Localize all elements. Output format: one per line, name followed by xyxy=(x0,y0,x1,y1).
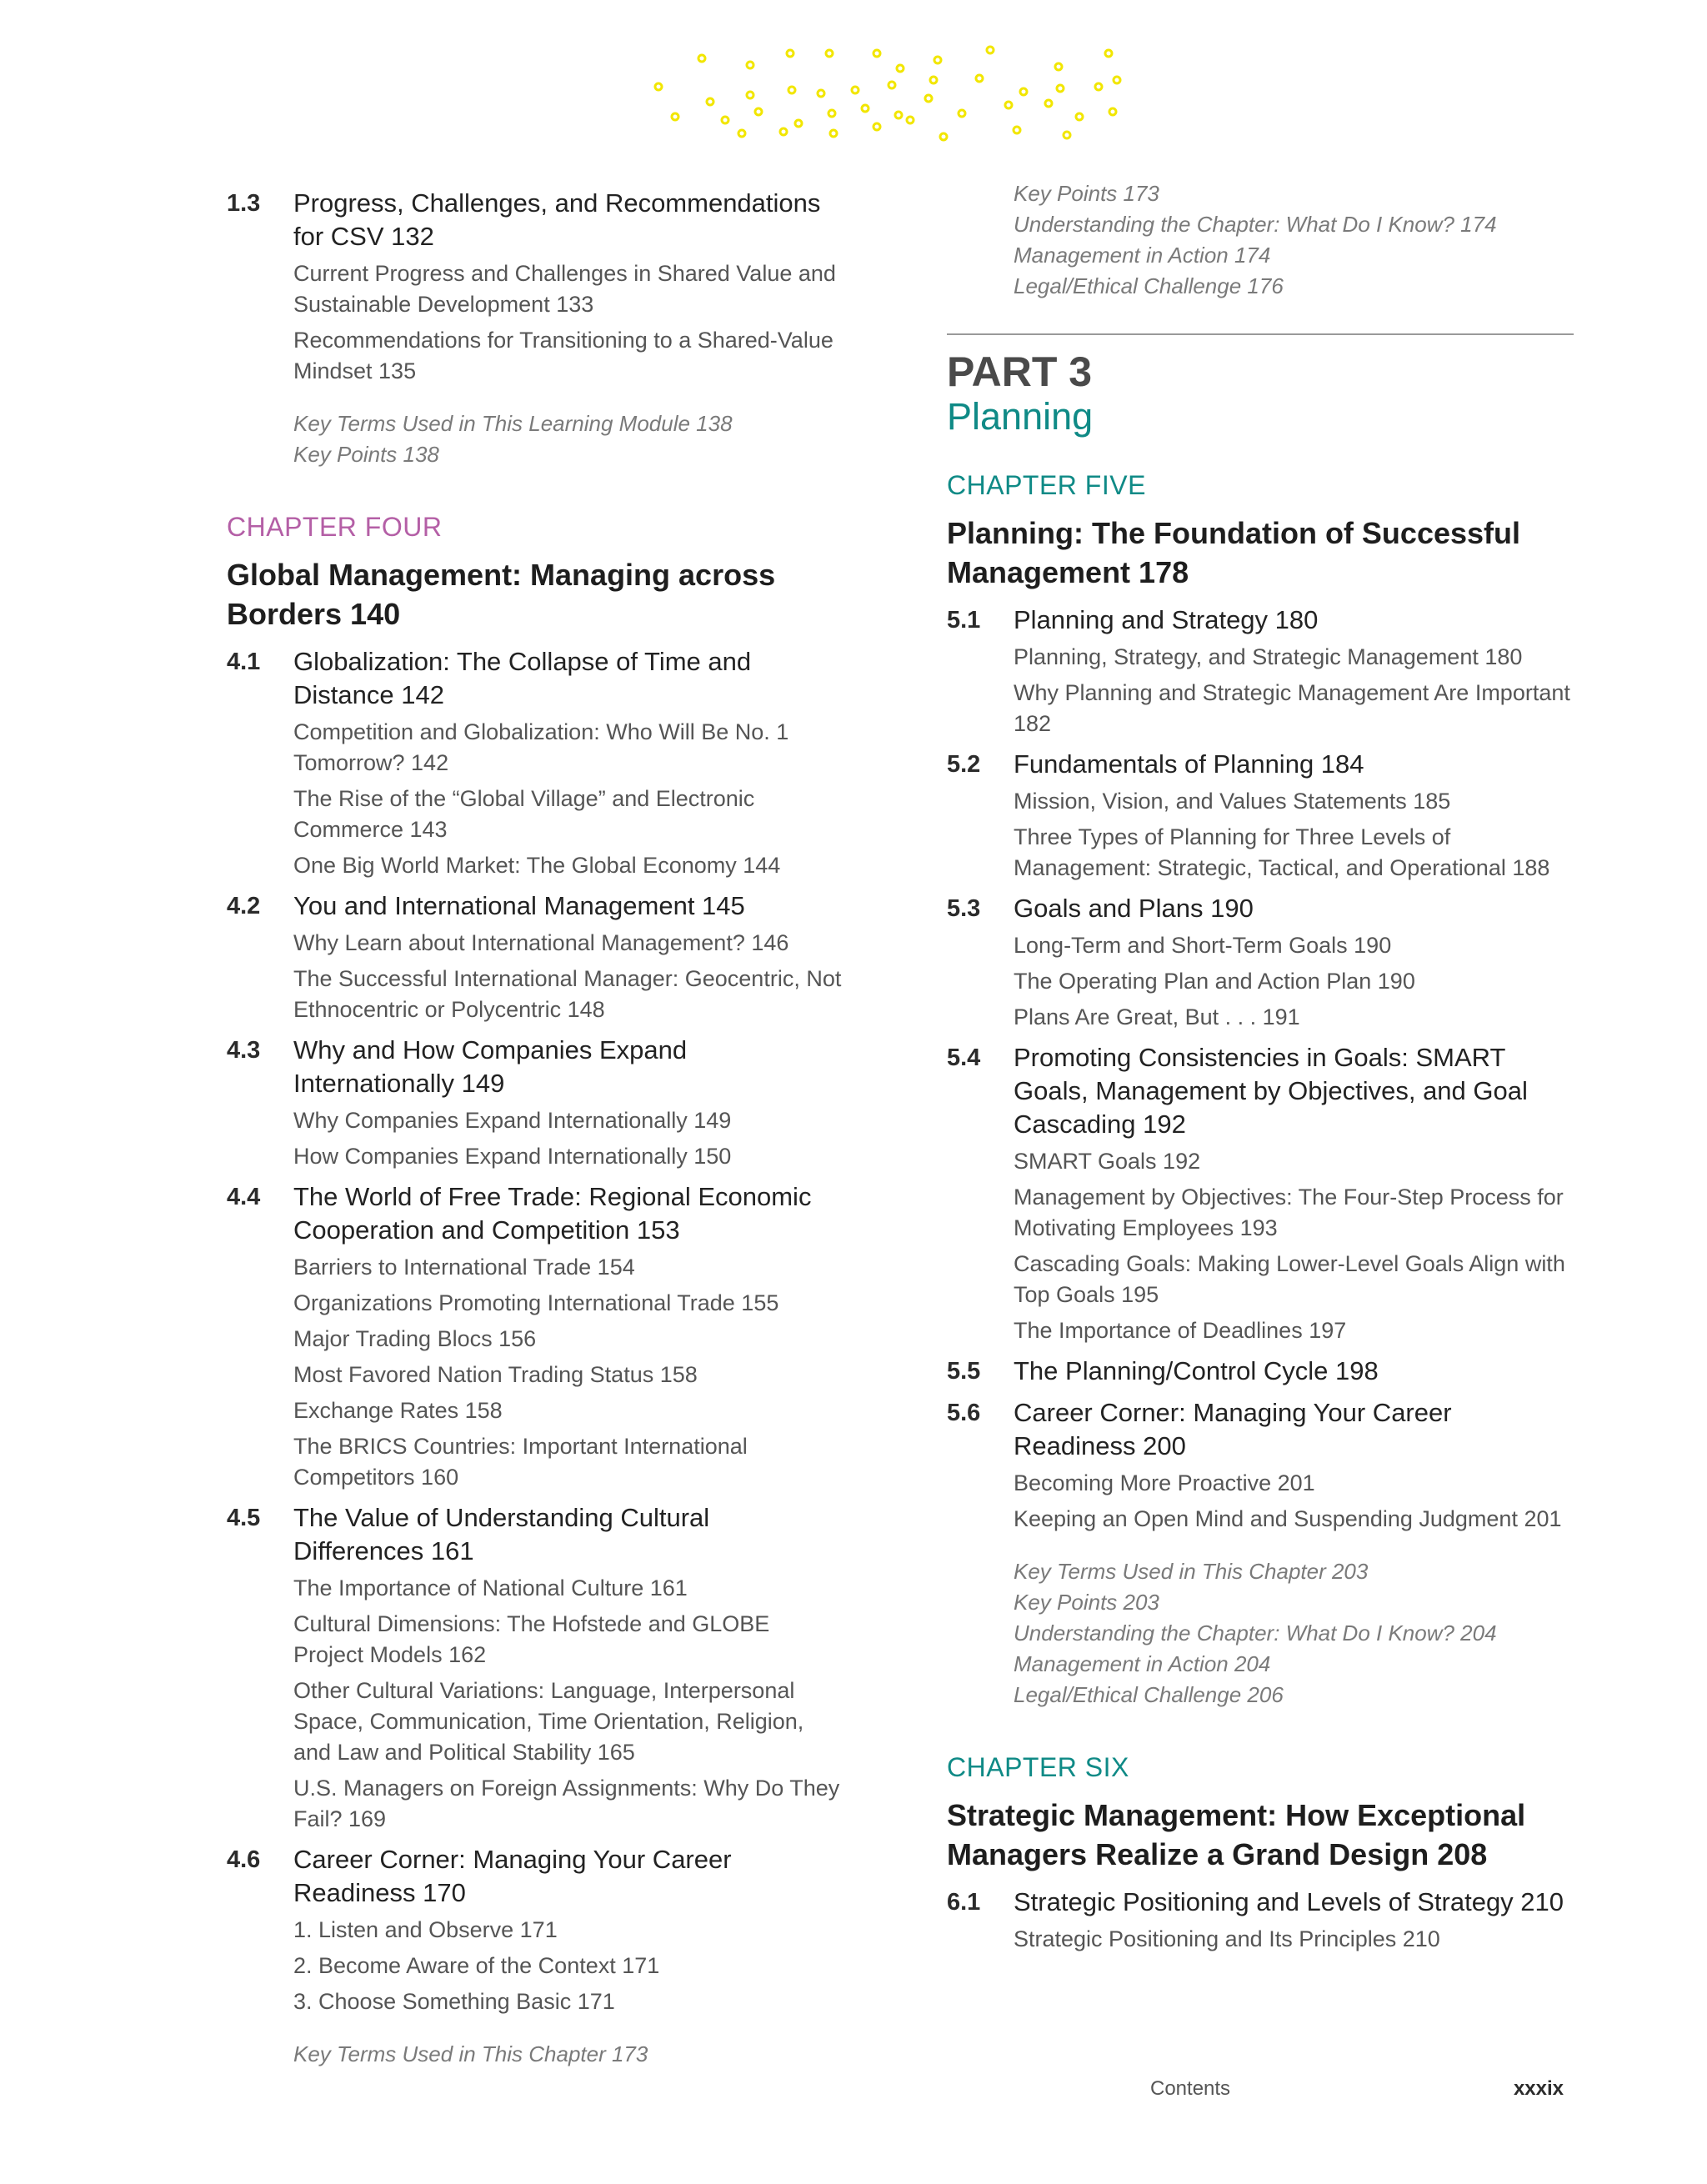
chapter-six-sections xyxy=(947,1886,1574,1955)
section-number: 4.5 xyxy=(227,1505,261,1531)
toc-section xyxy=(947,748,1574,884)
subsection-entry[interactable]: U.S. Managers on Foreign Assignments: Why Do They Fail? 169 xyxy=(293,1776,840,1831)
decorative-dot xyxy=(874,50,880,57)
section-body xyxy=(1014,1396,1574,1535)
footer-label: Contents xyxy=(1150,2077,1231,2100)
decorative-dot xyxy=(780,128,787,135)
toc-section xyxy=(947,1886,1574,1955)
chapter-four-sections xyxy=(227,645,843,2017)
end-matter-entry[interactable]: Key Points 138 xyxy=(293,442,439,467)
subsection-entry[interactable]: Organizations Promoting International Trade 155 xyxy=(293,1290,779,1315)
decorative-dot xyxy=(852,87,859,93)
subsection-entry[interactable]: Strategic Positioning and Its Principles 210 xyxy=(1014,1926,1440,1951)
section-number: 6.1 xyxy=(947,1889,981,1916)
left-column xyxy=(227,178,843,2070)
decorative-dot xyxy=(787,50,793,57)
section-body xyxy=(293,1501,843,1835)
decorative-dot xyxy=(976,75,983,82)
chapter-title[interactable]: Strategic Management: How Exceptional Managers Realize a Grand Design 208 xyxy=(947,1798,1526,1871)
section-title[interactable]: Why and How Companies Expand Internationally 149 xyxy=(293,1035,688,1098)
section-title[interactable]: Planning and Strategy 180 xyxy=(1014,605,1319,634)
toc-section xyxy=(947,1355,1574,1388)
decorative-dot xyxy=(1064,132,1070,138)
end-matter-entry[interactable]: Key Terms Used in This Learning Module 138 xyxy=(293,411,733,436)
decorative-dot xyxy=(747,92,753,98)
toc-section xyxy=(227,187,843,387)
section-number: 4.2 xyxy=(227,893,261,919)
subsection-entry[interactable]: How Companies Expand Internationally 150 xyxy=(293,1144,732,1169)
decorative-dot xyxy=(755,108,762,115)
section-title[interactable]: Promoting Consistencies in Goals: SMART Goals, Management by Objectives, and Goal Cascading 192 xyxy=(1014,1043,1528,1139)
right-column xyxy=(947,178,1574,1955)
end-matter-entry[interactable]: Management in Action 174 xyxy=(1014,243,1271,268)
decorative-dot xyxy=(1109,108,1116,115)
subsection-entry[interactable]: The Rise of the “Global Village” and Electronic Commerce 143 xyxy=(293,786,755,842)
chapter-label: CHAPTER SIX xyxy=(947,1752,1129,1782)
end-matter-entry[interactable]: Key Terms Used in This Chapter 173 xyxy=(293,2041,648,2066)
decorative-dot xyxy=(1095,83,1102,90)
subsection-entry[interactable]: Competition and Globalization: Who Will Be No. 1 Tomorrow? 142 xyxy=(293,719,789,775)
subsection-entry[interactable]: Becoming More Proactive 201 xyxy=(1014,1470,1315,1495)
toc-section xyxy=(227,1034,843,1172)
toc-section xyxy=(947,1041,1574,1346)
subsection-entry[interactable]: Cultural Dimensions: The Hofstede and GLOBE Project Models 162 xyxy=(293,1611,770,1667)
end-matter-list xyxy=(227,2039,843,2070)
subsection-entry[interactable]: One Big World Market: The Global Economy 144 xyxy=(293,853,781,878)
subsection-entry[interactable]: Major Trading Blocs 156 xyxy=(293,1326,537,1351)
subsection-entry[interactable]: Planning, Strategy, and Strategic Management 180 xyxy=(1014,644,1523,669)
chapter-label: CHAPTER FIVE xyxy=(947,470,1146,500)
subsection-entry[interactable]: Recommendations for Transitioning to a Shared-Value Mindset 135 xyxy=(293,328,833,383)
section-title[interactable]: You and International Management 145 xyxy=(293,891,745,920)
section-number: 4.4 xyxy=(227,1184,261,1210)
end-matter-entry[interactable]: Legal/Ethical Challenge 206 xyxy=(1014,1682,1284,1707)
decorative-dot xyxy=(1057,85,1064,92)
decorative-dot xyxy=(1105,50,1112,57)
section-body xyxy=(293,1034,843,1172)
subsection-entry[interactable]: The Importance of Deadlines 197 xyxy=(1014,1318,1347,1343)
decorative-dot xyxy=(698,55,705,62)
end-matter-entry[interactable]: Understanding the Chapter: What Do I Know? 174 xyxy=(1014,212,1497,237)
section-body xyxy=(293,645,843,881)
decorative-dot xyxy=(655,83,662,90)
decorative-dot xyxy=(959,110,965,117)
toc-section xyxy=(227,1180,843,1493)
chapter-title[interactable]: Planning: The Foundation of Successful Management 178 xyxy=(947,516,1521,589)
decorative-dot xyxy=(788,87,795,93)
subsection-entry[interactable]: The Importance of National Culture 161 xyxy=(293,1575,688,1600)
section-title[interactable]: Career Corner: Managing Your Career Readiness 170 xyxy=(293,1845,732,1907)
section-title[interactable]: Strategic Positioning and Levels of Strategy 210 xyxy=(1014,1887,1564,1916)
chapter-label: CHAPTER FOUR xyxy=(227,512,443,542)
part-title[interactable]: Planning xyxy=(947,395,1094,438)
section-title[interactable]: The Value of Understanding Cultural Differences 161 xyxy=(293,1503,710,1565)
section-body xyxy=(293,1180,843,1493)
decorative-dot xyxy=(934,57,941,63)
part-number: PART 3 xyxy=(947,348,1093,395)
decorative-dot xyxy=(862,105,869,112)
decorative-dot xyxy=(818,90,824,97)
subsection-entry[interactable]: Cascading Goals: Making Lower-Level Goals Align with Top Goals 195 xyxy=(1014,1251,1565,1307)
subsection-entry[interactable]: Three Types of Planning for Three Levels of Management: Strategic, Tactical, and Operational 188 xyxy=(1014,824,1550,880)
decorative-dot xyxy=(828,110,835,117)
decorative-dot xyxy=(830,130,837,137)
end-matter-entry[interactable]: Key Terms Used in This Chapter 203 xyxy=(1014,1559,1369,1584)
section-body xyxy=(293,187,843,387)
subsection-entry[interactable]: Exchange Rates 158 xyxy=(293,1398,503,1423)
end-matter-entry[interactable]: Management in Action 204 xyxy=(1014,1651,1271,1676)
section-body xyxy=(293,1843,843,2017)
subsection-entry[interactable]: Barriers to International Trade 154 xyxy=(293,1255,635,1280)
decorative-dot xyxy=(795,120,802,127)
subsection-entry[interactable]: Keeping an Open Mind and Suspending Judgment 201 xyxy=(1014,1506,1562,1531)
end-matter-list xyxy=(947,178,1574,302)
section-title[interactable]: Career Corner: Managing Your Career Readiness 200 xyxy=(1014,1398,1452,1460)
section-body xyxy=(1014,1355,1574,1388)
section-number: 5.6 xyxy=(947,1400,981,1426)
toc-section xyxy=(227,1843,843,2017)
subsection-entry[interactable]: Management by Objectives: The Four-Step Process for Motivating Employees 193 xyxy=(1014,1185,1564,1240)
decorative-dot xyxy=(1014,127,1020,133)
subsection-entry[interactable]: 2. Become Aware of the Context 171 xyxy=(293,1953,660,1978)
subsection-entry[interactable]: SMART Goals 192 xyxy=(1014,1149,1201,1174)
section-title[interactable]: Globalization: The Collapse of Time and Distance 142 xyxy=(293,647,752,709)
section-number: 5.3 xyxy=(947,895,981,922)
section-number: 1.3 xyxy=(227,190,261,217)
section-title[interactable]: The World of Free Trade: Regional Economic Cooperation and Competition 153 xyxy=(293,1182,812,1245)
section-body xyxy=(1014,604,1574,739)
decorative-dot xyxy=(895,112,902,118)
section-number: 5.2 xyxy=(947,751,981,778)
decorative-dot xyxy=(747,62,753,68)
toc-section xyxy=(227,1501,843,1835)
section-number: 5.1 xyxy=(947,607,981,634)
end-matter-entry[interactable]: Understanding the Chapter: What Do I Know? 204 xyxy=(1014,1620,1497,1646)
decorative-dot xyxy=(1005,102,1012,108)
subsection-entry[interactable]: Why Planning and Strategic Management Are Important 182 xyxy=(1014,680,1570,736)
decorative-dot xyxy=(722,117,728,123)
decorative-dot xyxy=(1114,77,1120,83)
section-title[interactable]: Goals and Plans 190 xyxy=(1014,894,1254,923)
toc-section xyxy=(947,1396,1574,1535)
section-number: 4.6 xyxy=(227,1846,261,1873)
section-title[interactable]: Progress, Challenges, and Recommendations for CSV 132 xyxy=(293,188,821,251)
toc-section xyxy=(947,892,1574,1033)
decorative-dot xyxy=(1020,88,1027,95)
decorative-dot xyxy=(987,47,994,53)
decorative-dot xyxy=(907,117,914,123)
end-matter-list xyxy=(947,1556,1574,1711)
end-matter-list xyxy=(227,408,843,470)
section-body xyxy=(1014,892,1574,1033)
subsection-entry[interactable]: Why Learn about International Management? 146 xyxy=(293,930,789,955)
toc-section xyxy=(227,645,843,881)
section-body xyxy=(1014,748,1574,884)
toc-section xyxy=(227,889,843,1025)
section-title[interactable]: The Planning/Control Cycle 198 xyxy=(1014,1356,1379,1385)
subsection-entry[interactable]: Current Progress and Challenges in Shared Value and Sustainable Development 133 xyxy=(293,261,836,317)
decorative-dot xyxy=(930,77,937,83)
subsection-entry[interactable]: The Successful International Manager: Geocentric, Not Ethnocentric or Polycentric 148 xyxy=(293,966,842,1022)
decorative-dot xyxy=(897,65,904,72)
decorative-dot xyxy=(925,95,932,102)
section-title[interactable]: Fundamentals of Planning 184 xyxy=(1014,749,1364,779)
end-matter-entry[interactable]: Key Points 173 xyxy=(1014,181,1159,206)
decorative-dot xyxy=(874,123,880,130)
decorative-dot xyxy=(1076,113,1083,120)
section-number: 5.5 xyxy=(947,1358,981,1385)
subsection-entry[interactable]: Other Cultural Variations: Language, Interpersonal Space, Communication, Time Orientation, Religion, and Law and Political Stability 165 xyxy=(293,1678,804,1765)
decorative-dot xyxy=(1055,63,1062,70)
decorative-dot xyxy=(940,133,947,140)
subsection-entry[interactable]: Long-Term and Short-Term Goals 190 xyxy=(1014,933,1392,958)
page-number: xxxix xyxy=(1513,2077,1564,2100)
chapter-title[interactable]: Global Management: Managing across Borders 140 xyxy=(227,558,776,631)
subsection-entry[interactable]: The BRICS Countries: Important International Competitors 160 xyxy=(293,1434,748,1490)
section-body xyxy=(1014,1886,1574,1955)
section-body xyxy=(1014,1041,1574,1346)
decorative-dot xyxy=(1045,100,1052,107)
section-number: 5.4 xyxy=(947,1044,981,1071)
subsection-entry[interactable]: The Operating Plan and Action Plan 190 xyxy=(1014,969,1415,994)
decorative-dot xyxy=(889,82,895,88)
toc-section-1-3-container xyxy=(227,187,843,387)
section-number: 4.3 xyxy=(227,1037,261,1064)
chapter-five-sections xyxy=(947,604,1574,1535)
decorative-dot xyxy=(707,98,713,105)
decorative-dot-pattern xyxy=(642,43,1142,152)
end-matter-entry[interactable]: Key Points 203 xyxy=(1014,1590,1159,1615)
subsection-entry[interactable]: Mission, Vision, and Values Statements 185 xyxy=(1014,789,1451,814)
end-matter-entry[interactable]: Legal/Ethical Challenge 176 xyxy=(1014,273,1284,298)
decorative-dot xyxy=(672,113,678,120)
decorative-dot xyxy=(826,50,833,57)
subsection-entry[interactable]: Most Favored Nation Trading Status 158 xyxy=(293,1362,698,1387)
subsection-entry[interactable]: 1. Listen and Observe 171 xyxy=(293,1917,558,1942)
section-body xyxy=(293,889,843,1025)
subsection-entry[interactable]: Why Companies Expand Internationally 149 xyxy=(293,1108,732,1133)
decorative-dot xyxy=(738,130,745,137)
subsection-entry[interactable]: 3. Choose Something Basic 171 xyxy=(293,1989,615,2014)
toc-section xyxy=(947,604,1574,739)
part-divider xyxy=(947,333,1574,335)
subsection-entry[interactable]: Plans Are Great, But . . . 191 xyxy=(1014,1004,1300,1029)
section-number: 4.1 xyxy=(227,649,261,675)
